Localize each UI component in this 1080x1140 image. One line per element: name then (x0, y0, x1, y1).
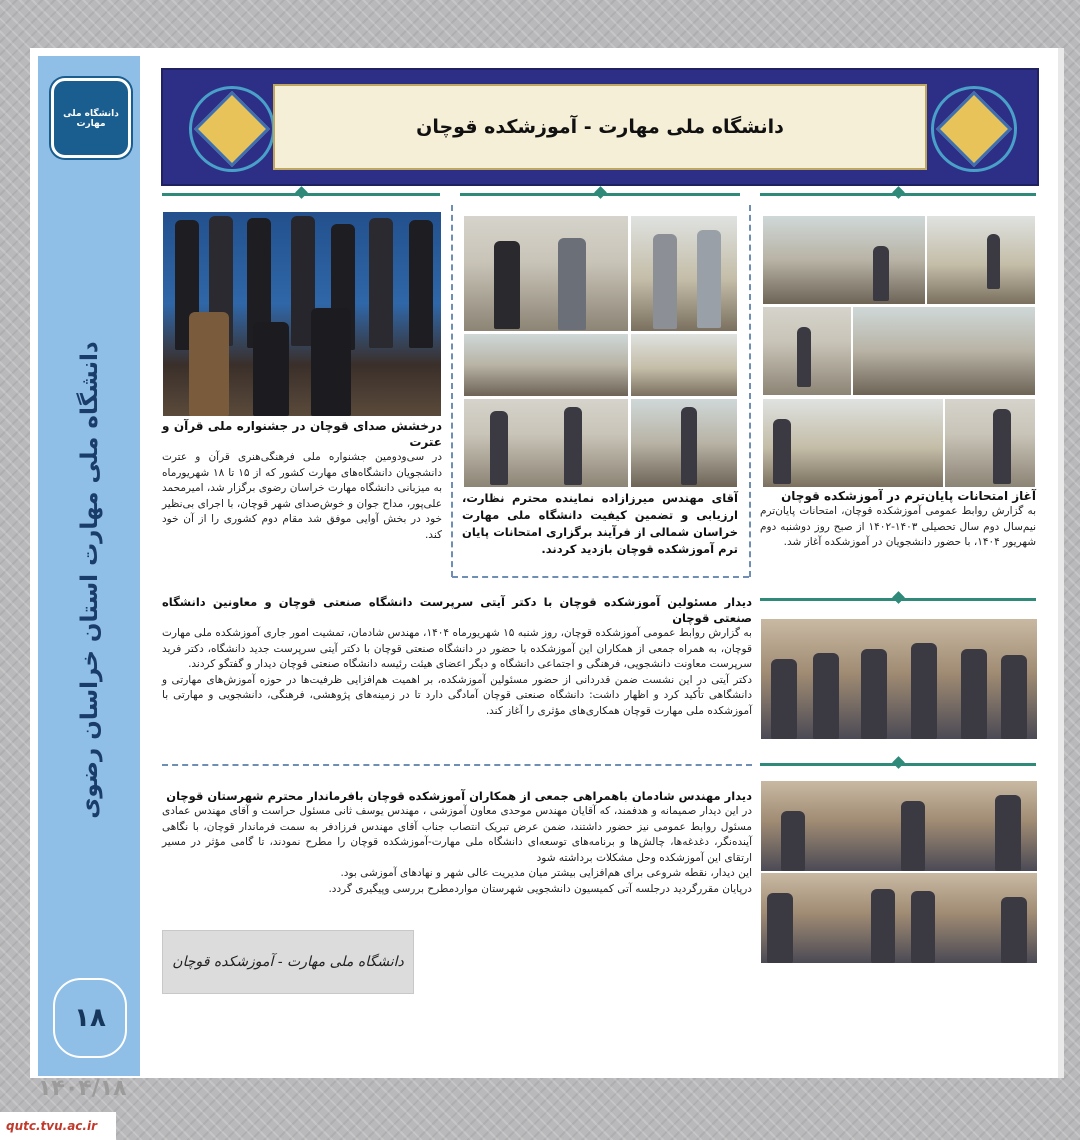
university-logo (51, 78, 131, 158)
article-university-meeting (162, 594, 752, 719)
side-title: دانشگاه ملی مهارت استان خراسان رضوی (77, 341, 103, 819)
governor-meeting-photo (760, 872, 1038, 964)
exam-photo (926, 215, 1036, 305)
issue-watermark: ۱۴۰۴/۱۸ (38, 1076, 127, 1101)
ornament-right-icon (925, 80, 1017, 172)
exam-photo (852, 306, 1036, 396)
article-visit (462, 490, 738, 558)
article-university-p2: دکتر آیتی در این نشست ضمن قدردانی از حضور مسئولین آموزشکده، بر اهمیت هم‌افزایی ظرفیت‌ها در حوزه آموزش‌های مهارتی و دانشگاهی تأکید کرد و اظهار داشت: دانشگاه صنعتی قوچان آمادگی دارد تا در زمینه‌های پژوهشی، فرهنگی، دانشجویی و مهارتی با آموزشکده ملی مهارت قوچان همکاری‌های مؤثری را آغاز کند. (162, 673, 752, 717)
website-url[interactable]: qutc.tvu.ac.ir (0, 1112, 116, 1140)
article-governor-heading: دیدار مهندس شادمان باهمراهی جمعی از همکاران آموزشکده قوچان بافرماندار محترم شهرستان قوچان (166, 789, 752, 803)
festival-photo (162, 211, 442, 417)
visit-photo (630, 398, 738, 488)
article-separator (162, 764, 752, 766)
article-university-p1: به گزارش روابط عمومی آموزشکده قوچان، روز شنبه ۱۵ شهریورماه ۱۴۰۴، مهندس شادمان، تمشیت امور جاری آموزشکده ملی مهارت قوچان، به همراه جمعی از همکاران این آموزشکده با حضور در دانشگاه صنعتی قوچان با دکتر آیتی سرپرست جدید دانشگاه، دکتر فرید سرپرست معاونت دانشجویی، فرهنگی و اجتماعی دانشگاه و دیگر اعضای هیئت رئیسه دانشگاه صنعتی قوچان دیدار و گفتگو کردند. (162, 627, 752, 670)
divider-article2 (760, 598, 1036, 601)
article-governor-p1: در این دیدار صمیمانه و هدفمند، که آقایان مهندس موحدی معاون آموزشی ، مهندس یوسف ثانی مسئول حراست و آقای مهندس عمادی مسئول روابط عمومی نیز حضور داشتند، ضمن عرض تبریک انتصاب جناب آقای مهندس فرزادفر به سمت فرماندار قوچان، با نگاهی آینده‌نگر، دغدغه‌ها، چالش‌ها و برنامه‌های توسعه‌ای دانشگاه ملی مهارت-آموزشکده قوچان را مطرح نمودند، تا گامی مؤثر در مسیر ارتقای این آموزشکده وحل مشکلات برداشته شود (162, 805, 752, 864)
divider-middle (460, 193, 740, 196)
article-university-heading: دیدار مسئولین آموزشکده قوچان با دکتر آیتی سرپرست دانشگاه صنعتی قوچان و معاونین دانشگاه صنعتی قوچان (162, 595, 752, 625)
divider-right (760, 193, 1036, 196)
governor-meeting-photo (760, 780, 1038, 872)
article-visit-caption: آقای مهندس میرزازاده نماینده محترم نظارت، ارزیابی و تضمین کیفیت دانشگاه ملی مهارت خراسان شمالی از فرآیند برگزاری امتحانات پایان ترم آموزشکده قوچان بازدید کردند. (462, 491, 738, 556)
exam-photo (762, 306, 852, 396)
signature-box: دانشگاه ملی مهارت - آموزشکده قوچان (162, 930, 414, 994)
university-meeting-photo (760, 618, 1038, 740)
divider-left (162, 193, 440, 196)
visit-photo (463, 333, 629, 397)
article-exams-heading: آغاز امتحانات پایان‌ترم در آموزشکده قوچان (781, 489, 1036, 503)
column-separator (451, 205, 453, 577)
exam-photo (944, 398, 1036, 488)
visit-photo (630, 333, 738, 397)
ornament-left-icon (183, 80, 275, 172)
article-festival (162, 418, 442, 543)
visit-photo (463, 215, 629, 332)
header-banner (161, 68, 1039, 186)
page-title: دانشگاه ملی مهارت - آموزشکده قوچان (416, 116, 784, 138)
column-separator (452, 576, 749, 578)
visit-photo (630, 215, 738, 332)
visit-photo (463, 398, 629, 488)
article-festival-heading: درخشش صدای قوچان در جشنواره ملی قرآن و عترت (162, 419, 442, 449)
article-exams-body: به گزارش روابط عمومی آموزشکده قوچان، امتحانات پایان‌ترم نیم‌سال دوم سال تحصیلی ۱۴۰۳-۱۴۰۲ از صبح روز دوشنبه دوم شهریور ۱۴۰۴، با حضور دانشجویان در آموزشکده آغاز شد. (760, 505, 1036, 548)
page-number: ۱۸ (53, 978, 127, 1058)
article-exams (760, 488, 1036, 551)
header-inner (273, 84, 927, 170)
column-separator (749, 205, 751, 577)
logo-text: دانشگاه ملی مهارت (63, 109, 119, 129)
article-governor-p2: این دیدار، نقطه شروعی برای هم‌افزایی بیشتر میان مدیریت عالی شهر و نهادهای آموزشی بود. (340, 867, 752, 879)
exam-photo (762, 398, 944, 488)
article-governor-meeting (162, 788, 752, 897)
article-festival-body: در سی‌ودومین جشنواره ملی فرهنگی‌هنری قرآن و عترت دانشجویان دانشگاه‌های مهارت کشور که از ۱۵ تا ۱۸ شهریورماه به میزبانی دانشگاه مهارت خراسان رضوی برگزار شد، امیرمحمد علی‌پور، مداح جوان و خوش‌صدای شهر قوچان، با اجرای بی‌نظیر خود در بخش آوایی موفق شد مقام دوم کشوری را از آن خود کند. (162, 451, 443, 541)
divider-article3 (760, 763, 1036, 766)
article-governor-p3: درپایان مقررگردید درجلسه آتی کمیسیون دانشجویی شهرستان مواردمطرح بررسی وپیگیری گردد. (328, 882, 752, 895)
exam-photo (762, 215, 926, 305)
